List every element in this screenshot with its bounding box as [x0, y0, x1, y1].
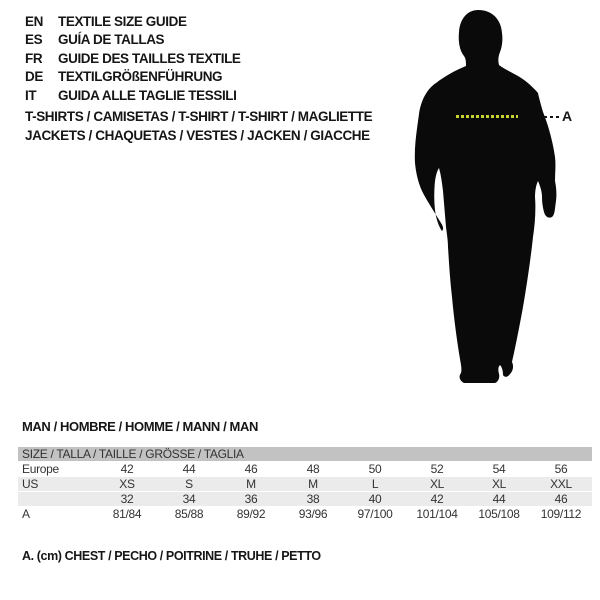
size-value: 44: [492, 492, 506, 506]
size-value: 40: [368, 492, 382, 506]
measurement-legend: A. (cm) CHEST / PECHO / POITRINE / TRUHE / PETTO: [22, 549, 321, 563]
row-label: Europe: [22, 462, 59, 476]
size-value: 56: [554, 462, 568, 476]
size-value: 44: [182, 462, 196, 476]
language-row-it: [25, 87, 241, 105]
size-value: 46: [554, 492, 568, 506]
language-code: IT: [25, 87, 37, 103]
size-value: 81/84: [112, 507, 142, 521]
language-code: ES: [25, 32, 43, 48]
row-label: A: [22, 507, 30, 521]
chest-measure-leader-line: [544, 116, 560, 118]
size-value: L: [371, 477, 379, 491]
size-table: [18, 447, 592, 522]
size-value: XL: [429, 477, 445, 491]
size-value: 109/112: [540, 507, 582, 521]
size-value: XXL: [550, 477, 572, 491]
table-row-europe: [18, 462, 592, 477]
size-value: 105/108: [478, 507, 520, 521]
language-label: GUIDA ALLE TAGLIE TESSILI: [58, 87, 237, 103]
language-label: TEXTILE SIZE GUIDE: [58, 14, 187, 29]
table-row-us-letters: [18, 477, 592, 492]
size-value: XS: [119, 477, 135, 491]
size-table-header: SIZE / TALLA / TAILLE / GRÖSSE / TAGLIA: [18, 447, 592, 462]
size-value: 42: [430, 492, 444, 506]
language-row-de: [25, 68, 241, 86]
row-label: US: [22, 477, 39, 491]
language-code: DE: [25, 69, 43, 85]
size-value: 89/92: [236, 507, 266, 521]
size-value: 32: [120, 492, 134, 506]
section-title-man: MAN / HOMBRE / HOMME / MANN / MAN: [22, 419, 258, 434]
language-code: FR: [25, 50, 43, 66]
size-value: 46: [244, 462, 258, 476]
size-value: 54: [492, 462, 506, 476]
size-value: 85/88: [174, 507, 204, 521]
table-row-chest-cm: [18, 507, 592, 522]
language-code: EN: [25, 14, 43, 29]
size-value: 97/100: [357, 507, 393, 521]
size-value: 42: [120, 462, 134, 476]
size-value: 93/96: [298, 507, 328, 521]
size-value: 34: [182, 492, 196, 506]
language-list: [25, 13, 241, 105]
chest-measure-label: A: [562, 108, 572, 124]
size-value: M: [246, 477, 256, 491]
language-row-fr: [25, 50, 241, 68]
language-row-en: [25, 13, 241, 31]
size-value: 38: [306, 492, 320, 506]
size-value: 36: [244, 492, 258, 506]
size-value: S: [185, 477, 193, 491]
language-label: GUÍA DE TALLAS: [58, 32, 165, 48]
category-jackets: JACKETS / CHAQUETAS / VESTES / JACKEN / GIACCHE: [25, 127, 370, 143]
size-value: 101/104: [416, 507, 458, 521]
category-tshirts: T-SHIRTS / CAMISETAS / T-SHIRT / T-SHIRT / MAGLIETTE: [25, 109, 373, 124]
size-value: 50: [368, 462, 382, 476]
table-row-us-numbers: [18, 492, 592, 507]
chest-measure-line: [456, 115, 518, 118]
language-label: TEXTILGRÖßENFÜHRUNG: [58, 69, 223, 85]
size-value: M: [308, 477, 318, 491]
language-label: GUIDE DES TAILLES TEXTILE: [58, 50, 241, 66]
language-row-es: [25, 31, 241, 49]
size-value: 52: [430, 462, 444, 476]
man-silhouette-image: [408, 5, 568, 397]
garment-categories: [25, 108, 372, 145]
size-value: 48: [306, 462, 320, 476]
man-silhouette-path: [415, 10, 557, 383]
size-value: XL: [491, 477, 507, 491]
